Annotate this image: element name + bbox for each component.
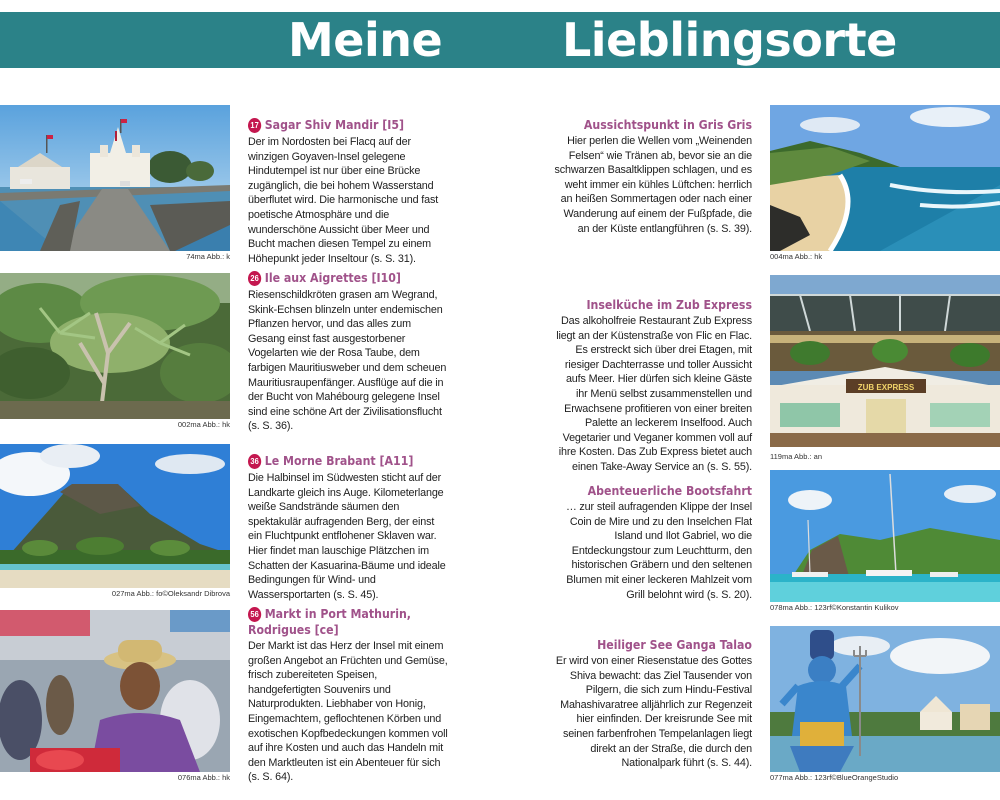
entry-title [248,117,424,133]
entry-text: Der Markt ist das Herz der Insel mit einem großen Angebot an Früchten und Gemüse, frisch zubereiteten Speisen, handgefertigten Souvenirs und Naturprodukten. Liebhaber von Honig, Eingemachtem, geflochtenen Körben und exotischen Kopfbedeckungen kommen voll auf ihre Kosten und auch das Handeln mit den Marktleuten ist ein Abenteuer für sich (s. S. 64). [248,640,448,784]
entry-title [248,606,424,637]
entry-title: Inselküche im Zub Express [586,297,752,312]
entry-text: Die Halbinsel im Südwesten sticht auf der Landkarte gleich ins Auge. Kilometerlange weiße Sandstrände säumen den spektakulär aufragenden Berg, der einst ein Fluchtpunkt entflohener Sklaven war. Hier findet man lauschige Plätzchen im Schatten der Kasuarina-Bäume und ideale Bedingungen für Wind- und Wassersportarten (s. S. 45). [248,472,446,601]
title-word-lieblingsorte: Lieblingsorte [562,13,897,67]
entry-le-morne-brabant [248,453,448,602]
gris-gris-coast-photo [770,105,1000,251]
entry-title-text: Ile aux Aigrettes [I10] [264,270,401,285]
boats-island-photo [770,470,1000,602]
entry-text: Der im Nordosten bei Flacq auf der winzigen Goyaven-Insel gelegene Hindutempel ist nur über eine Brücke zugänglich, die bei hohem Wasserstand überflutet wird. Die harmonische und fast poetische Atmosphäre und die wunderschöne Aussicht über Meer und Bucht machen diesen Tempel zu einem Höhepunkt jeder Inseltour (s. S. 31). [248,136,439,265]
entry-title [248,453,424,469]
entry-markt-port-mathurin [248,606,448,785]
photo-credit: 004ma Abb.: hk [770,252,823,261]
entry-text: Hier perlen die Wellen vom „Weinenden Felsen“ wie Tränen ab, bevor sie an die schwarzen Basaltklippen schlagen, und es weht immer ein kühles Lüftchen: herrlich an heißen Sommertagen oder nach einer Wanderung auf einem der Fußpfade, die an der Küste entlangführen (s. S. 39). [554,135,752,235]
title-word-meine: Meine [288,13,443,67]
location-number-badge: 17 [248,118,261,133]
entry-text: Riesenschildkröten grasen am Wegrand, Skink-Echsen blinzeln unter endemischen Pflanzen hervor, und das alles zum Gesang einst fast ausgestorbener Vogelarten wie der Rosa Taube, dem farbigen Mauritiusweber und dem scheuen Mauritiusraupenfänger. Ausflüge auf die in der Bucht von Mahébourg gelegene Insel sind eine schöne Art der Zivilisationsflucht (s. S. 36). [248,289,447,433]
photo-credit: 076ma Abb.: hk [177,773,230,782]
photo-credit: 74ma Abb.: k [186,252,230,261]
restaurant-sign: ZUB EXPRESS [857,383,915,392]
entry-title: Abenteuerliche Bootsfahrt [587,483,752,498]
title-banner [0,12,1000,68]
shiva-statue-photo [770,626,1000,772]
zub-express-restaurant-photo [770,275,1000,447]
le-morne-photo [0,444,230,588]
location-number-badge: 26 [248,271,261,286]
entry-bootsfahrt [552,483,752,602]
photo-credit: 027ma Abb.: fo©Oleksandr Dibrova [111,589,230,598]
forest-photo [0,273,230,419]
entry-title: Heiliger See Ganga Talao [597,637,752,652]
photo-credit: 002ma Abb.: hk [177,420,230,429]
entry-ile-aux-aigrettes [248,270,448,434]
photo-credit: 078ma Abb.: 123rf©Konstantin Kulikov [770,603,899,612]
entry-text: … zur steil aufragenden Klippe der Insel Coin de Mire und zu den Inselchen Flat Island und Ilot Gabriel, wo die Entdeckungstour zum Leuchtturm, den historischen Gräbern und den seltenen Blumen mit einer leckeren Mahlzeit vom Grill belohnt wird (s. S. 20). [565,501,752,601]
entry-ganga-talao [552,637,752,771]
entry-text: Er wird von einer Riesenstatue des Gottes Shiva bewacht: das Ziel Tausender von Pilgern, die sich zum Hindu-Festival Mahashivaratree alljährlich zur Regenzeit hier einfinden. Der kreisrunde See mit seinen farbenfrohen Tempelanlagen liegt direkt an der Straße, die durch den Nationalpark führt (s. S. 44). [555,655,752,770]
location-number-badge: 56 [248,607,261,622]
entry-title-text: Markt in Port Mathurin, Rodrigues [ce] [248,606,411,637]
entry-sagar-shiv-mandir [248,117,448,266]
temple-bridge-photo [0,105,230,251]
entry-title [248,270,424,286]
entry-text: Das alkoholfreie Restaurant Zub Express liegt an der Küstenstraße von Flic en Flac. Es erstreckt sich über drei Etagen, mit riesiger Dachterrasse und toller Aussicht aufs Meer. Hier dürfen sich kleine Gäste ihr Menü selbst zusammenstellen und Erwachsene profitieren von einer breiten Palette an leckerem Inselfood. Auch Vegetarier und Veganer kommen voll auf ihre Kosten. Das Zub Express bietet auch einen Take-Away Service an (s. S. 55). [556,315,752,473]
photo-credit: 077ma Abb.: 123rf©BlueOrangeStudio [770,773,899,782]
entry-title-text: Sagar Shiv Mandir [I5] [264,117,405,132]
entry-zub-express [552,297,752,475]
entry-title: Aussichtspunkt in Gris Gris [583,117,752,132]
location-number-badge: 36 [248,454,261,469]
photo-credit: 119ma Abb.: an [770,452,822,461]
entry-title-text: Le Morne Brabant [A11] [264,453,414,468]
entry-gris-gris [552,117,752,236]
market-photo [0,610,230,772]
